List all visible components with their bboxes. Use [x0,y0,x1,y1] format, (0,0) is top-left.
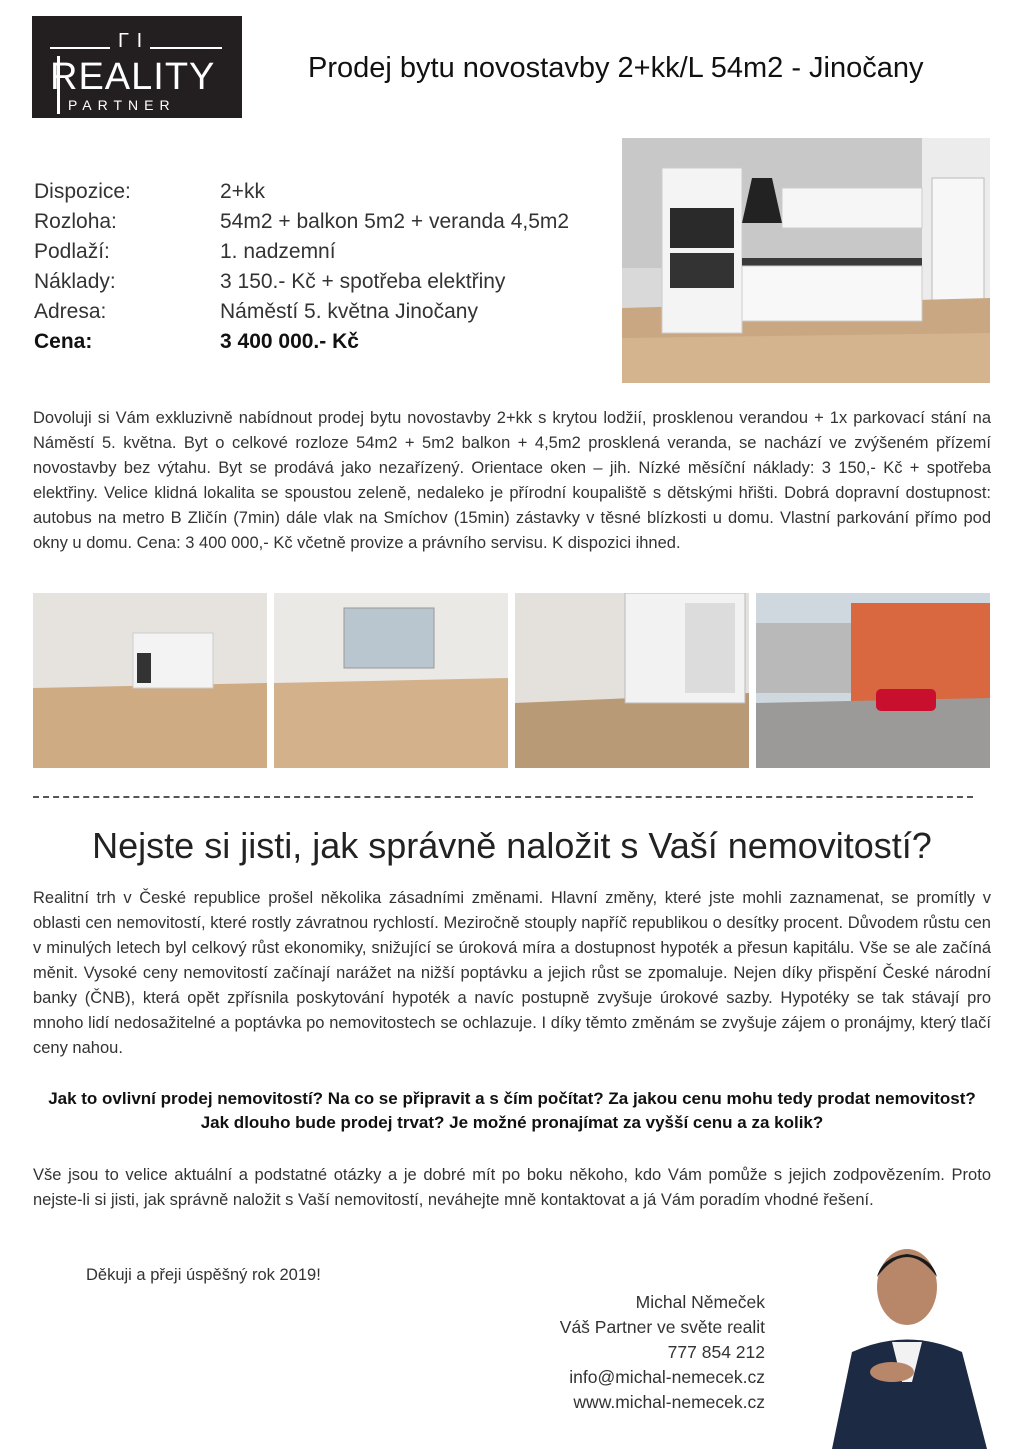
detail-label-dispozice: Dispozice: [34,180,131,203]
agent-portrait [822,1232,992,1449]
living-room-photo-1 [33,593,267,768]
detail-label-podlazi: Podlaží: [34,240,110,263]
agent-name: Michal Němeček [635,1292,765,1312]
detail-value-naklady: 3 150.- Kč + spotřeba elektřiny [220,270,506,293]
detail-label-naklady: Náklady: [34,270,116,293]
agent-website[interactable]: www.michal-nemecek.cz [573,1392,765,1412]
agent-tagline: Váš Partner ve světe realit [559,1317,765,1337]
detail-label-rozloha: Rozloha: [34,210,117,233]
section-heading: Nejste si jisti, jak správně naložit s Vaší nemovitostí? [92,825,932,866]
question-line-2: Jak dlouho bude prodej trvat? Je možné pronajímat za vyšší cenu a za kolik? [200,1113,824,1132]
living-room-photo-2 [274,593,508,768]
market-text: Realitní trh v České republice prošel několika zásadními změnami. Hlavní změny, které jste mohli zaznamenat, se promítly v oblasti cen nemovitostí, které rostly závratnou rychlostí. Meziročně stouply napříč republikou o desítky procent. Důvodem růstu cen v minulých letech byl celkový růst ekonomiky, snižující se úroková míra a dostupnost hypoték a přesun kapitálu. Vše se ale začíná měnit. Vysoké ceny nemovitostí začínají narážet na nižší poptávku a jejich růst se zpomaluje. Nejen díky přispění České národní banky (ČNB), která opět zpřísnila poskytování hypoték a navíc postupně zvyšuje úrokové sazby. Hypotéky se tak stávají pro mnoho lidí nedosažitelné a poptávka po nemovitostech se ochlazuje. I díky těmto změnám se zvyšuje zájem o pronájmy, který tlačí ceny nahou. [33,889,991,1057]
property-description: Dovoluji si Vám exkluzivně nabídnout prodej bytu novostavby 2+kk s krytou lodžií, prosklenou verandou + 1x parkovací stání na Náměstí 5. května. Byt o celkové rozloze 54m2 + 5m2 balkon + 4,5m2 prosklená veranda, se nachází ve zvýšeném přízemí novostavby bez výtahu. Byt se prodává jako nezařízený. Orientace oken – jih. Nízké měsíční náklady: 3 150,- Kč + spotřeba elektřiny. Velice klidná lokalita se spoustou zeleně, nedaleko je přírodní koupaliště s dětskými hřišti. Dobrá dopravní dostupnost: autobus na metro B Zličín (7min) dále vlak na Smíchov (15min) zástavky v těsné blízkosti u domu. Vlastní parkování přímo pod okny u domu. Cena: 3 400 000,- Kč včetně provize a právního servisu. K dispozici ihned. [33,409,991,552]
question-line-1: Jak to ovlivní prodej nemovitostí? Na co se připravit a s čím počítat? Za jakou cenu mohu tedy prodat nemovitost? [48,1089,976,1108]
page-title: Prodej bytu novostavby 2+kk/L 54m2 - Jinočany [308,52,924,84]
detail-value-podlazi: 1. nadzemní [220,240,336,263]
hallway-photo [515,593,749,768]
detail-label-adresa: Adresa: [34,300,107,323]
detail-value-dispozice: 2+kk [220,180,265,203]
logo-mark: Γ I [118,30,144,52]
detail-value-adresa: Náměstí 5. května Jinočany [220,300,478,323]
logo-sub-text: PARTNER [68,97,176,113]
agent-phone[interactable]: 777 854 212 [667,1342,765,1362]
section-divider [33,796,973,798]
detail-label-cena: Cena: [34,330,93,353]
logo-brand-text: REALITY [50,56,216,98]
agent-email[interactable]: info@michal-nemecek.cz [569,1367,765,1387]
building-exterior-photo [756,593,990,768]
kitchen-photo [622,138,990,383]
detail-value-rozloha: 54m2 + balkon 5m2 + veranda 4,5m2 [220,210,570,233]
company-logo [32,16,242,118]
detail-value-cena: 3 400 000.- Kč [220,330,359,353]
thanks-line: Děkuji a přeji úspěšný rok 2019! [86,1266,321,1284]
closing-text: Vše jsou to velice aktuální a podstatné otázky a je dobré mít po boku někoho, kdo Vám pomůže s jejich zodpovězením. Proto nejste-li si jisti, jak správně naložit s Vaší nemovitostí, neváhejte mně kontaktovat a já Vám poradím vhodné řešení. [33,1166,991,1209]
